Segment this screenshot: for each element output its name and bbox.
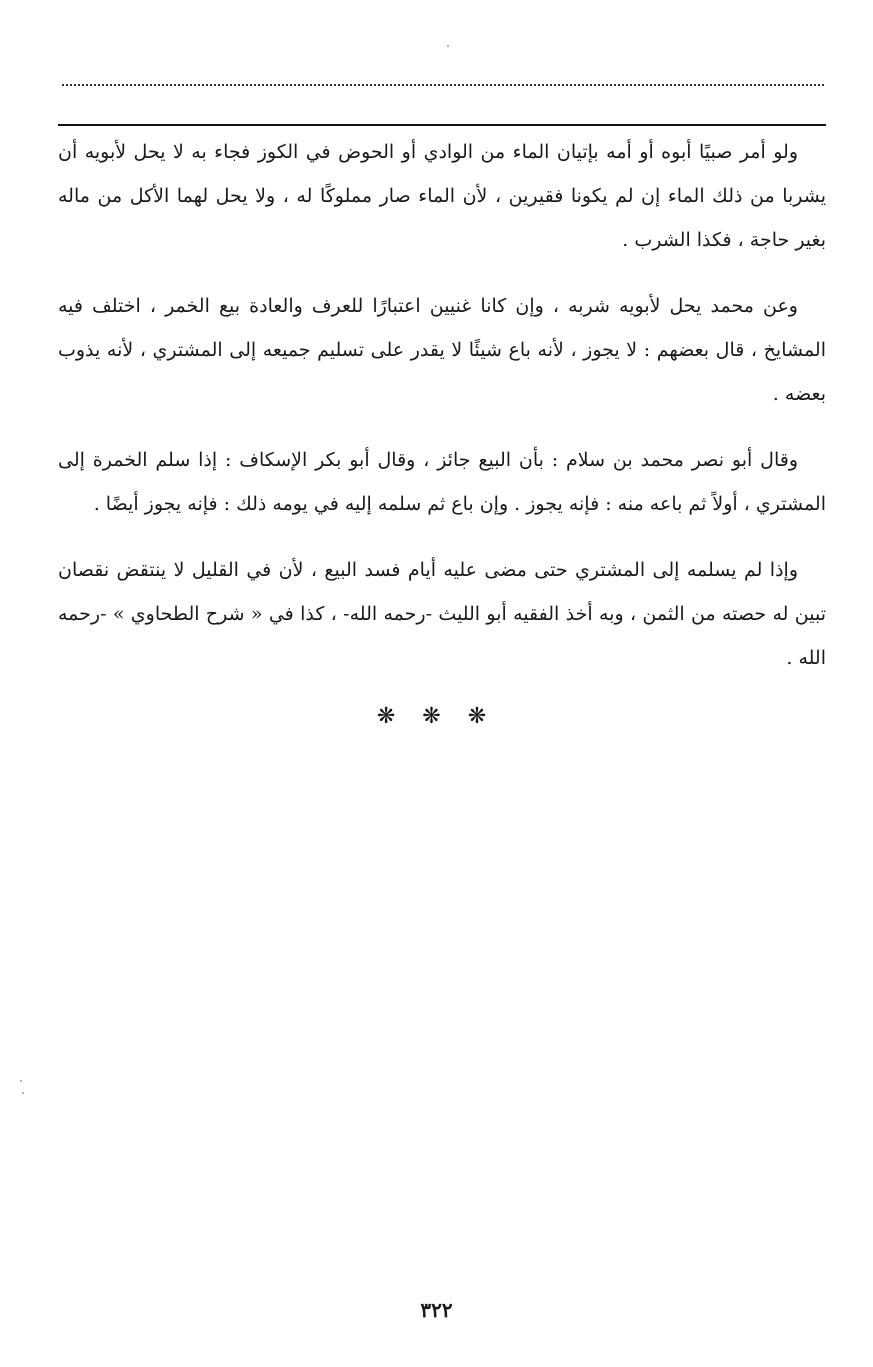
paragraph-4: وإذا لم يسلمه إلى المشتري حتى مضى عليه أيام فسد البيع ، لأن في القليل لا ينتقض نقصان تبين له حصته من الثمن ، وبه أخذ الفقيه أبو الليث -رحمه الله- ، كذا في « شرح الطحاوي » -رحمه الله . [58, 559, 826, 669]
dotted-rule [62, 84, 824, 86]
body-text [58, 130, 826, 702]
paragraph-1: ولو أمر صبيًا أبوه أو أمه بإتيان الماء من الوادي أو الحوض في الكوز فجاء به لا يحل لأبويه أن يشربا من ذلك الماء إن لم يكونا فقيرين ، لأن الماء صار مملوكًا له ، ولا يحل لهما الأكل من ماله بغير حاجة ، فكذا الشرب . [58, 141, 826, 251]
section-separator: ❋ ❋ ❋ [376, 704, 497, 729]
page-number: ٣٢٢ [420, 1298, 453, 1322]
paragraph-2: وعن محمد يحل لأبويه شربه ، وإن كانا غنيين اعتبارًا للعرف والعادة بيع الخمر ، اختلف فيه المشايخ ، قال بعضهم : لا يجوز ، لأنه باع شيئًا لا يقدر على تسليم جميعه إلى المشتري ، لأنه يذوب بعضه . [58, 295, 826, 405]
scan-speck [22, 1092, 24, 1094]
scan-speck [20, 1080, 22, 1082]
header-rule [58, 124, 826, 126]
paragraph-3: وقال أبو نصر محمد بن سلام : بأن البيع جائز ، وقال أبو بكر الإسكاف : إذا سلم الخمرة إلى المشتري ، أولاً ثم باعه منه : فإنه يجوز . وإن باع ثم سلمه إليه في يومه ذلك : فإنه يجوز أيضًا . [58, 449, 826, 515]
scan-speck [447, 45, 449, 47]
